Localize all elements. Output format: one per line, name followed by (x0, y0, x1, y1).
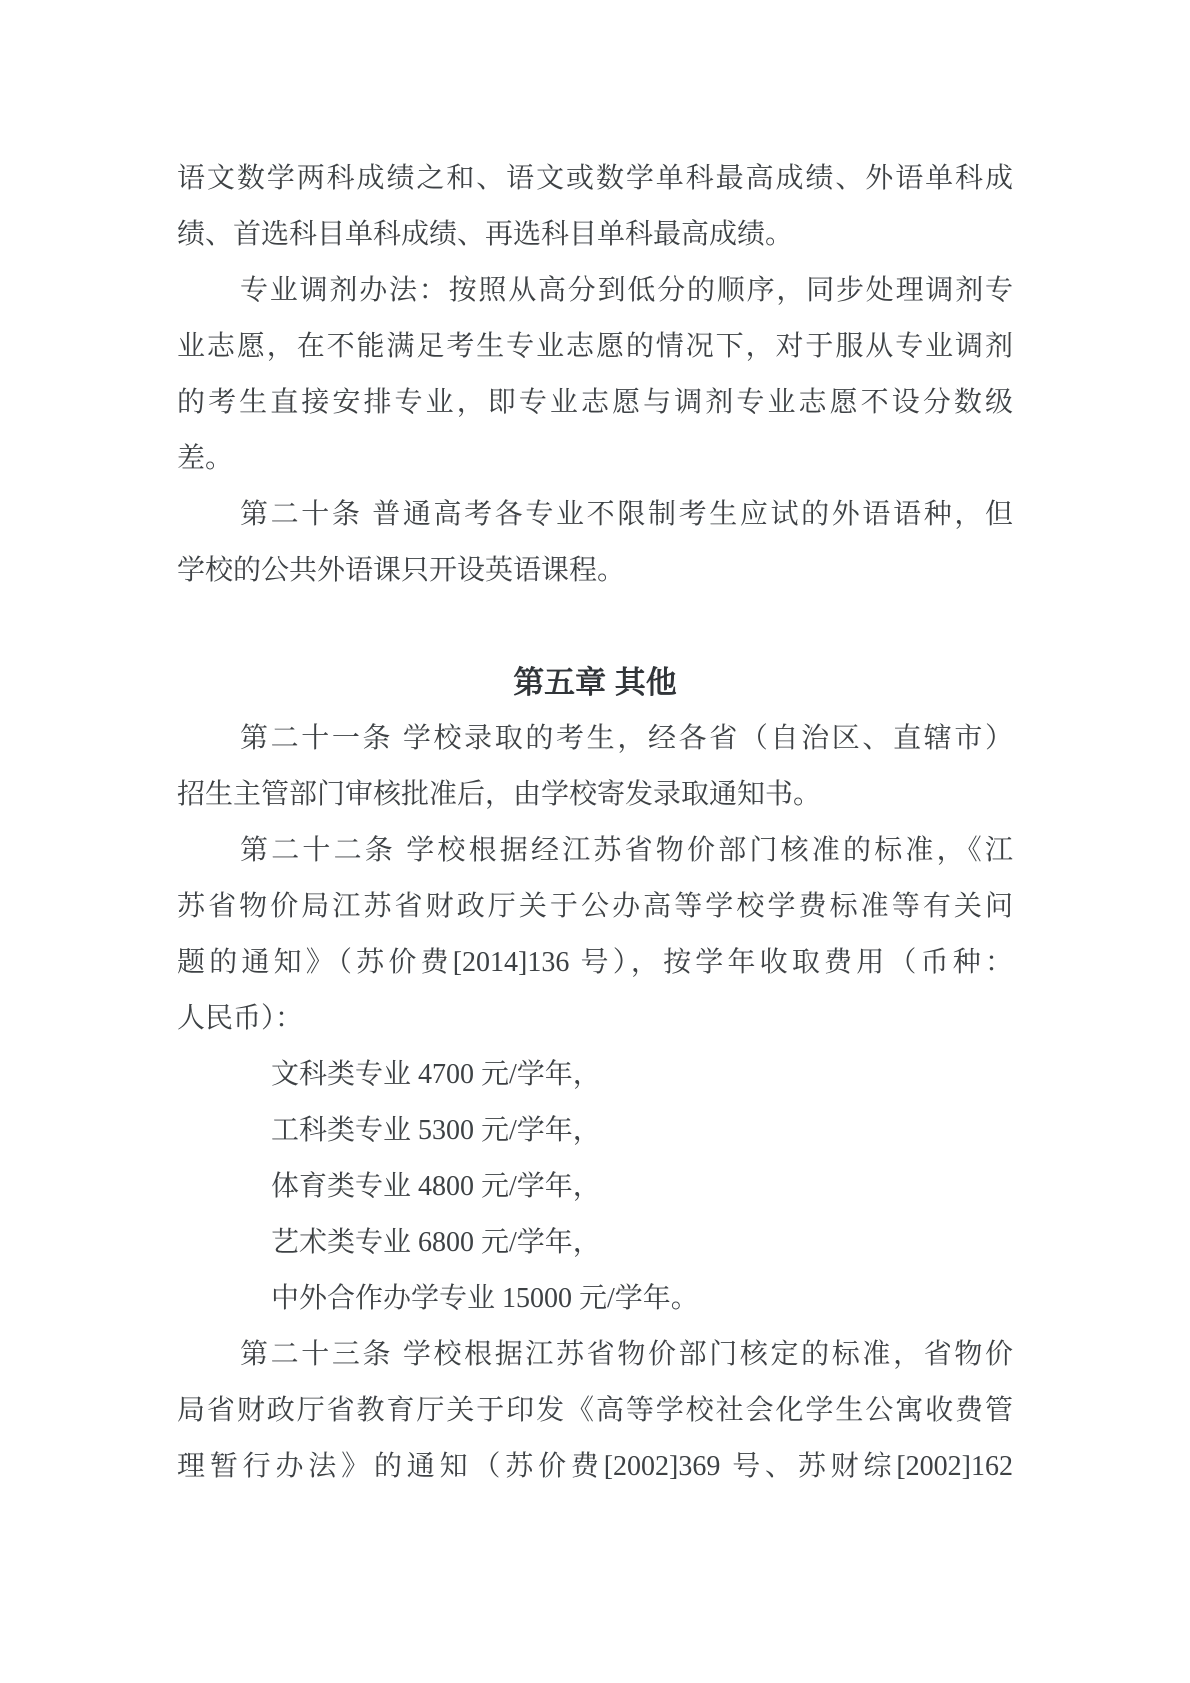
text-line: 第二十条 普通高考各专业不限制考生应试的外语语种，但 (240, 499, 1013, 530)
text-line: 业志愿，在不能满足考生专业志愿的情况下，对于服从专业调剂 (177, 331, 1013, 362)
text-line: 理暂行办法》的通知（苏价费[2002]369 号、苏财综[2002]162 (177, 1451, 1013, 1482)
text-line: 绩、首选科目单科成绩、再选科目单科最高成绩。 (177, 219, 794, 250)
text-line: 招生主管部门审核批准后，由学校寄发录取通知书。 (177, 779, 822, 810)
text-line: 第二十三条 学校根据江苏省物价部门核定的标准，省物价 (240, 1339, 1013, 1370)
chapter-heading: 第五章 其他 (513, 665, 677, 700)
text-line: 局省财政厅省教育厅关于印发《高等学校社会化学生公寓收费管 (177, 1395, 1013, 1426)
text-line: 的考生直接安排专业，即专业志愿与调剂专业志愿不设分数级 (177, 387, 1013, 418)
text-line: 语文数学两科成绩之和、语文或数学单科最高成绩、外语单科成 (177, 163, 1013, 194)
fee-list-line: 文科类专业 4700 元/学年， (271, 1059, 601, 1090)
fee-list-line: 工科类专业 5300 元/学年， (271, 1115, 601, 1146)
document-text-block (177, 151, 1013, 1495)
fee-list-line: 艺术类专业 6800 元/学年， (271, 1227, 601, 1258)
text-line: 专业调剂办法：按照从高分到低分的顺序，同步处理调剂专 (240, 275, 1013, 306)
text-line: 差。 (177, 443, 234, 474)
text-line: 题的通知》（苏价费[2014]136 号），按学年收取费用（币种： (177, 947, 1013, 978)
text-line: 学校的公共外语课只开设英语课程。 (177, 555, 626, 586)
text-line: 第二十一条 学校录取的考生，经各省（自治区、直辖市） (240, 723, 1013, 754)
fee-list-line: 体育类专业 4800 元/学年， (271, 1171, 601, 1202)
blank-line (177, 599, 1013, 655)
text-line: 第二十二条 学校根据经江苏省物价部门核准的标准，《江 (240, 835, 1013, 866)
text-line: 苏省物价局江苏省财政厅关于公办高等学校学费标准等有关问 (177, 891, 1013, 922)
fee-list-line: 中外合作办学专业 15000 元/学年。 (271, 1283, 699, 1314)
text-line: 人民币）： (177, 1003, 304, 1034)
